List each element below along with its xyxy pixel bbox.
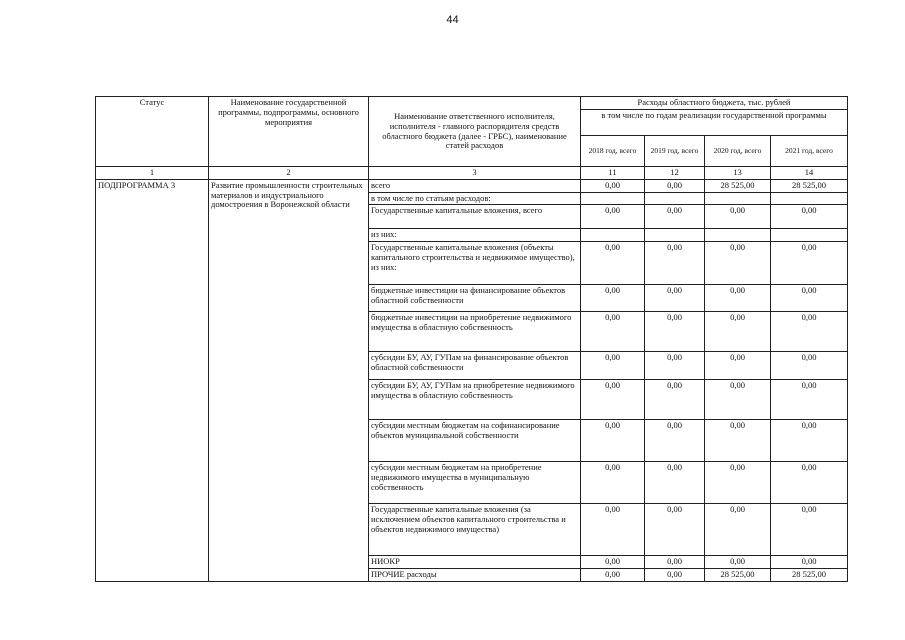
subprogram-status: ПОДПРОГРАММА 3 [96, 179, 209, 581]
column-number: 13 [705, 167, 771, 180]
column-number: 14 [771, 167, 848, 180]
row-value: 0,00 [581, 352, 645, 380]
row-value: 0,00 [771, 312, 848, 352]
row-value: 0,00 [705, 205, 771, 229]
row-label: бюджетные инвестиции на приобретение недвижимого имущества в областную собственность [369, 312, 581, 352]
row-value: 0,00 [705, 285, 771, 312]
row-label: Государственные капитальные вложения (за исключением объектов капитального строительства и объектов недвижимого имущества) [369, 504, 581, 556]
row-value: 0,00 [581, 312, 645, 352]
row-label: Государственные капитальные вложения (объекты капитального строительства и недвижимое имущество), из них: [369, 242, 581, 285]
row-label: в том числе по статьям расходов: [369, 192, 581, 205]
row-value: 0,00 [581, 205, 645, 229]
page-number: 44 [446, 14, 459, 26]
row-label: всего [369, 179, 581, 192]
row-value [645, 229, 705, 242]
row-value [771, 192, 848, 205]
column-number-row [96, 167, 848, 180]
row-value [705, 192, 771, 205]
header-executor: Наименование ответственного исполнителя, исполнителя - главного распорядителя средств областного бюджета (далее - ГРБС), наименование статей расходов [369, 97, 581, 167]
header-by-years: в том числе по годам реализации государственной программы [581, 110, 848, 136]
row-value: 0,00 [771, 285, 848, 312]
row-value: 0,00 [645, 312, 705, 352]
row-value: 0,00 [645, 352, 705, 380]
row-value: 0,00 [581, 504, 645, 556]
row-value: 0,00 [645, 556, 705, 569]
row-value: 0,00 [705, 504, 771, 556]
row-value: 0,00 [771, 380, 848, 420]
row-value: 0,00 [705, 462, 771, 504]
budget-table [95, 96, 848, 582]
row-value: 0,00 [645, 420, 705, 462]
row-value: 0,00 [705, 242, 771, 285]
row-value: 0,00 [771, 556, 848, 569]
row-value: 28 525,00 [771, 179, 848, 192]
row-value [581, 229, 645, 242]
row-value: 0,00 [645, 568, 705, 581]
column-number: 1 [96, 167, 209, 180]
row-value: 0,00 [645, 205, 705, 229]
column-number: 12 [645, 167, 705, 180]
row-label: субсидии БУ, АУ, ГУПам на финансирование объектов областной собственности [369, 352, 581, 380]
row-value: 0,00 [645, 504, 705, 556]
row-value: 0,00 [705, 380, 771, 420]
row-value: 0,00 [581, 462, 645, 504]
row-value: 0,00 [771, 420, 848, 462]
row-value: 0,00 [581, 179, 645, 192]
column-number: 11 [581, 167, 645, 180]
row-value: 0,00 [581, 420, 645, 462]
row-label: субсидии БУ, АУ, ГУПам на приобретение недвижимого имущества в областную собственность [369, 380, 581, 420]
row-label: субсидии местным бюджетам на приобретение недвижимого имущества в муниципальную собственность [369, 462, 581, 504]
row-value: 0,00 [645, 285, 705, 312]
row-value [581, 192, 645, 205]
header-year-2020: 2020 год, всего [705, 136, 771, 167]
row-value: 0,00 [645, 462, 705, 504]
row-value: 0,00 [581, 556, 645, 569]
row-value: 0,00 [771, 462, 848, 504]
row-value: 28 525,00 [705, 179, 771, 192]
column-number: 2 [209, 167, 369, 180]
row-label: бюджетные инвестиции на финансирование объектов областной собственности [369, 285, 581, 312]
row-value [771, 229, 848, 242]
row-label: из них: [369, 229, 581, 242]
table-row [96, 179, 848, 192]
row-value: 0,00 [581, 380, 645, 420]
header-program-name: Наименование государственной программы, подпрограммы, основного мероприятия [209, 97, 369, 167]
row-value [645, 192, 705, 205]
row-value: 0,00 [771, 352, 848, 380]
header-year-2018: 2018 год, всего [581, 136, 645, 167]
header-year-2021: 2021 год, всего [771, 136, 848, 167]
row-value: 0,00 [771, 242, 848, 285]
row-value: 0,00 [705, 556, 771, 569]
row-value: 0,00 [705, 352, 771, 380]
row-value: 0,00 [705, 312, 771, 352]
row-label: Государственные капитальные вложения, всего [369, 205, 581, 229]
header-year-2019: 2019 год, всего [645, 136, 705, 167]
row-label: НИОКР [369, 556, 581, 569]
subprogram-name: Развитие промышленности строительных материалов и индустриального домостроения в Воронежской области [209, 179, 369, 581]
row-value: 28 525,00 [705, 568, 771, 581]
row-value: 0,00 [645, 179, 705, 192]
row-value: 0,00 [771, 205, 848, 229]
row-value: 0,00 [645, 242, 705, 285]
row-label: субсидии местным бюджетам на софинансирование объектов муниципальной собственности [369, 420, 581, 462]
row-label: ПРОЧИЕ расходы [369, 568, 581, 581]
row-value: 0,00 [581, 242, 645, 285]
row-value: 0,00 [771, 504, 848, 556]
column-number: 3 [369, 167, 581, 180]
row-value: 0,00 [645, 380, 705, 420]
header-status: Статус [96, 97, 209, 167]
row-value: 28 525,00 [771, 568, 848, 581]
header-budget-group: Расходы областного бюджета, тыс. рублей [581, 97, 848, 110]
row-value [705, 229, 771, 242]
row-value: 0,00 [581, 285, 645, 312]
row-value: 0,00 [705, 420, 771, 462]
row-value: 0,00 [581, 568, 645, 581]
